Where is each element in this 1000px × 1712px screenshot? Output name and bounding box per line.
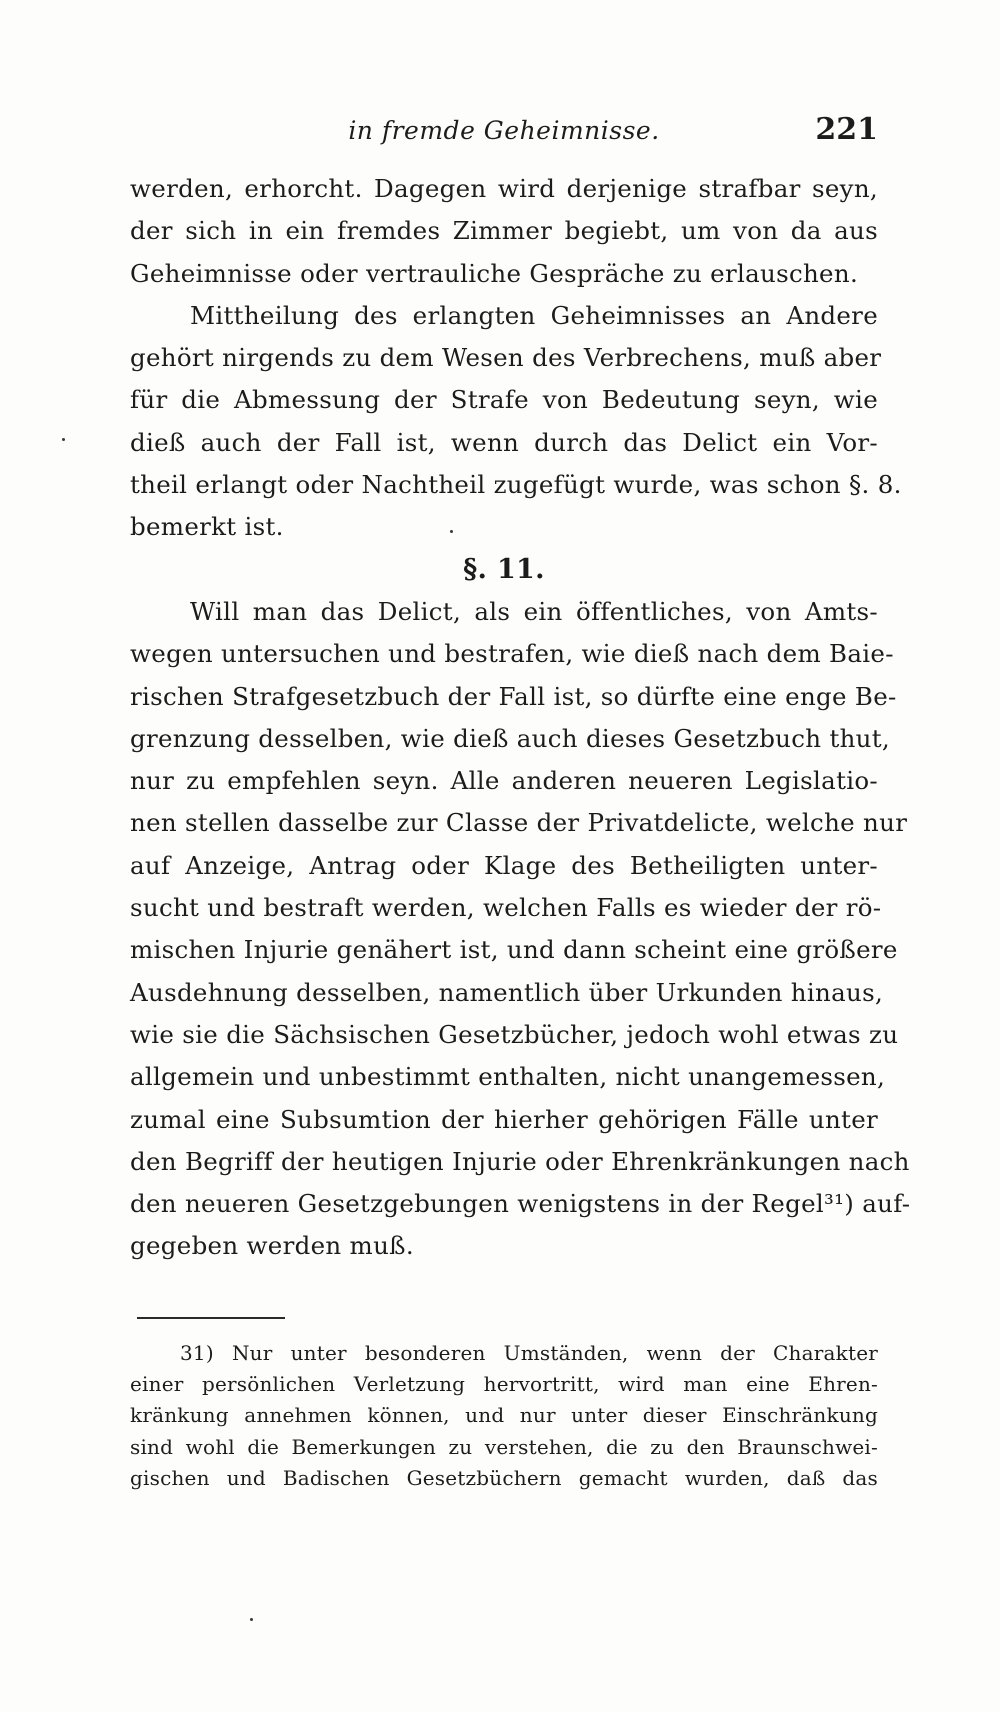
text-line: theil erlangt oder Nachtheil zugefügt wurde, was schon §. 8.	[130, 470, 902, 500]
text-line: der sich in ein fremdes Zimmer begiebt, um von da aus	[130, 216, 878, 246]
text-line: wegen untersuchen und bestrafen, wie dieß nach dem Baie-	[130, 639, 894, 669]
text-line: für die Abmessung der Strafe von Bedeutung seyn, wie	[130, 385, 878, 415]
print-speck	[62, 438, 65, 441]
text-line: grenzung desselben, wie dieß auch dieses Gesetzbuch thut,	[130, 723, 890, 753]
footnote-line: kränkung annehmen können, und nur unter dieser Einschränkung	[130, 1403, 878, 1428]
text-line: gehört nirgends zu dem Wesen des Verbrechens, muß aber	[130, 343, 882, 373]
text-line: auf Anzeige, Antrag oder Klage des Betheiligten unter-	[130, 850, 878, 880]
text-line: sucht und bestraft werden, welchen Falls es wieder der rö-	[130, 893, 882, 923]
main-text	[130, 168, 911, 1268]
text-line: dieß auch der Fall ist, wenn durch das Delict ein Vor-	[130, 427, 878, 457]
footnote-line: sind wohl die Bemerkungen zu verstehen, die zu den Braunschwei-	[130, 1434, 878, 1459]
text-line: Ausdehnung desselben, namentlich über Urkunden hinaus,	[130, 977, 884, 1007]
text-line: mischen Injurie genähert ist, und dann scheint eine größere	[130, 935, 898, 965]
print-speck	[450, 530, 453, 533]
text-line: allgemein und unbestimmt enthalten, nicht unangemessen,	[130, 1062, 886, 1092]
running-head: in fremde Geheimnisse.	[348, 116, 660, 145]
footnote-line: einer persönlichen Verletzung hervortritt, wird man eine Ehren-	[130, 1372, 878, 1397]
text-line: bemerkt ist.	[130, 512, 284, 542]
text-line: gegeben werden muß.	[130, 1231, 414, 1261]
section-heading: §. 11.	[463, 553, 545, 585]
text-line: den neueren Gesetzgebungen wenigstens in der Regel³¹) auf-	[130, 1189, 911, 1219]
text-line: werden, erhorcht. Dagegen wird derjenige strafbar seyn,	[130, 174, 878, 203]
page-header	[130, 112, 878, 152]
text-line: den Begriff der heutigen Injurie oder Ehrenkränkungen nach	[130, 1146, 910, 1176]
text-line: Will man das Delict, als ein öffentliches, von Amts-	[190, 596, 878, 626]
text-line: nen stellen dasselbe zur Classe der Privatdelicte, welche nur	[130, 808, 908, 838]
page-number: 221	[815, 112, 878, 147]
text-line: rischen Strafgesetzbuch der Fall ist, so dürfte eine enge Be-	[130, 681, 897, 711]
text-line: zumal eine Subsumtion der hierher gehörigen Fälle unter	[130, 1104, 878, 1134]
footnote-line: gischen und Badischen Gesetzbüchern gemacht wurden, daß das	[130, 1465, 878, 1490]
text-line: Geheimnisse oder vertrauliche Gespräche zu erlauschen.	[130, 258, 859, 288]
text-line: Mittheilung des erlangten Geheimnisses an Andere	[190, 300, 878, 330]
text-line: wie sie die Sächsischen Gesetzbücher, jedoch wohl etwas zu	[130, 1019, 899, 1049]
footnote-divider	[137, 1317, 285, 1319]
footnote-line: 31) Nur unter besonderen Umständen, wenn der Charakter	[180, 1341, 878, 1365]
footnote-block	[130, 1338, 878, 1494]
text-line: nur zu empfehlen seyn. Alle anderen neueren Legislatio-	[130, 766, 878, 796]
print-speck	[250, 1618, 253, 1621]
